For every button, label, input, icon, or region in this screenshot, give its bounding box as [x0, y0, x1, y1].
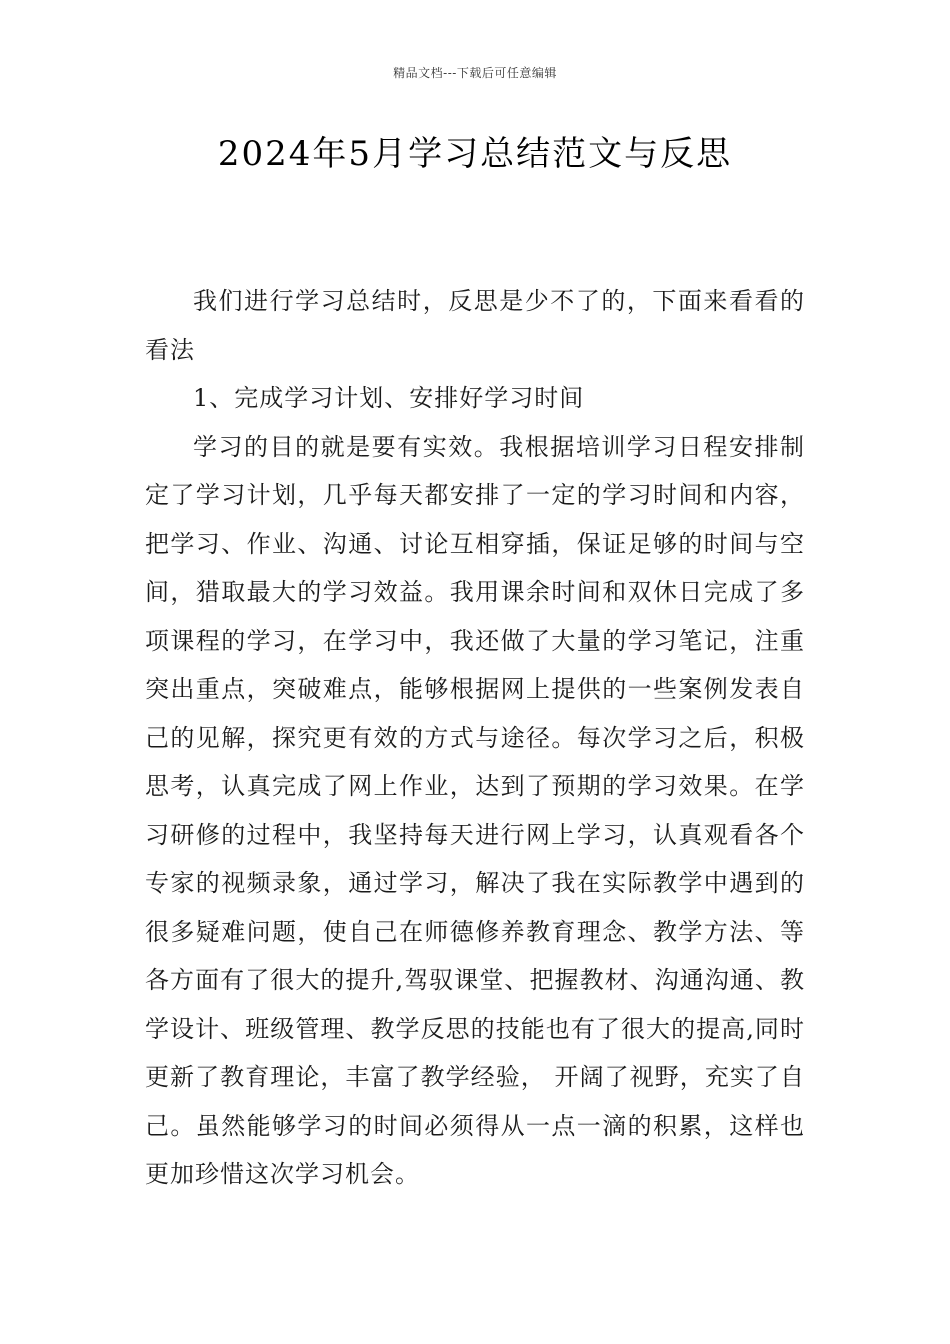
- intro-paragraph: 我们进行学习总结时，反思是少不了的，下面来看看的看法: [145, 287, 805, 364]
- body-paragraph: 学习的目的就是要有实效。我根据培训学习日程安排制定了学习计划，几乎每天都安排了一定的学习时间和内容，把学习、作业、沟通、讨论互相穿插，保证足够的时间与空间，猎取最大的学习效益。我用课余时间和双休日完成了多项课程的学习，在学习中，我还做了大量的学习笔记，注重突出重点，突破难点，能够根据网上提供的一些案例发表自己的见解，探究更有效的方式与途径。每次学习之后，积极思考，认真完成了网上作业，达到了预期的学习效果。在学习研修的过程中，我坚持每天进行网上学习，认真观看各个专家的视频录象，通过学习，解决了我在实际教学中遇到的很多疑难问题，使自己在师德修养教育理念、教学方法、等各方面有了很大的提升,驾驭课堂、把握教材、沟通沟通、教学设计、班级管理、教学反思的技能也有了很大的提高,同时更新了教育理论，丰富了教学经验， 开阔了视野，充实了自己。虽然能够学习的时间必须得从一点一滴的积累，这样也更加珍惜这次学习机会。: [145, 432, 805, 1188]
- section-heading: 1、完成学习计划、安排好学习时间: [193, 384, 585, 412]
- document-title: 2024年5月学习总结范文与反思: [217, 134, 733, 174]
- document-body: [145, 277, 805, 1199]
- header-note: 精品文档---下载后可任意编辑: [393, 66, 557, 80]
